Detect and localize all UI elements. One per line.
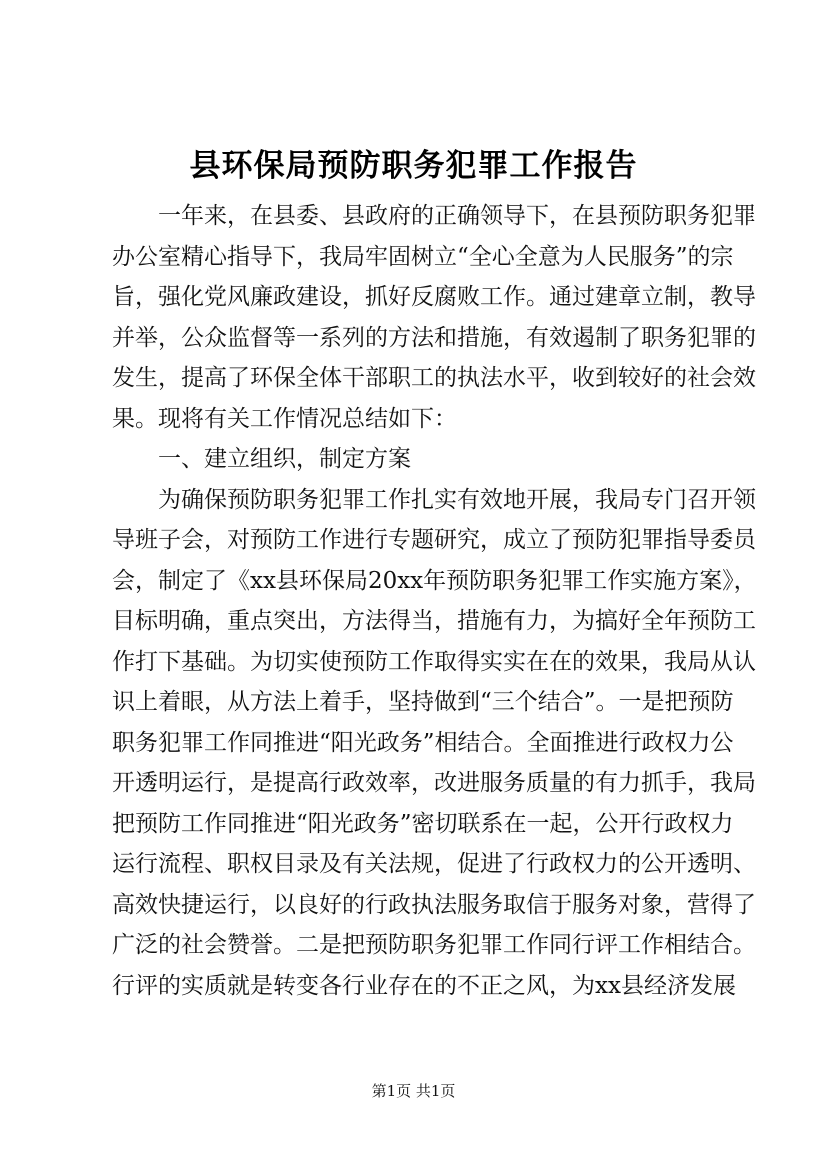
text-line: 广泛的社会赞誉。二是把预防职务犯罪工作同行评工作相结合。 [112,932,756,958]
text-line: 识上着眼，从方法上着手，坚持做到“三个结合”。一是把预防 [112,689,734,715]
text-line: 一、建立组织，制定方案 [158,446,411,472]
text-line: 把预防工作同推进“阳光政务”密切联系在一起，公开行政权力 [112,810,734,837]
document-body [112,196,757,1006]
text-line: 一年来，在县委、县政府的正确领导下，在县预防职务犯罪 [158,203,756,229]
text-line: 行评的实质就是转变各行业存在的不正之风，为xx县经济发展 [112,972,736,999]
text-line: 开透明运行，是提高行政效率，改进服务质量的有力抓手，我局 [112,770,756,796]
page-footer: 第1页 共1页 [371,1082,456,1100]
text-line: 发生，提高了环保全体干部职工的执法水平，收到较好的社会效 [112,365,756,391]
text-line: 运行流程、职权目录及有关法规，促进了行政权力的公开透明、 [112,851,756,877]
page-title: 县环保局预防职务犯罪工作报告 [189,148,638,184]
text-line: 作打下基础。为切实使预防工作取得实实在在的效果，我局从认 [112,648,756,675]
text-line: 目标明确，重点突出，方法得当，措施有力，为搞好全年预防工 [112,608,756,634]
text-line: 并举，公众监督等一系列的方法和措施，有效遏制了职务犯罪的 [112,324,756,351]
text-line: 办公室精心指导下，我局牢固树立“全心全意为人民服务”的宗 [112,243,734,270]
text-line: 旨，强化党风廉政建设，抓好反腐败工作。通过建章立制，教导 [112,284,756,310]
text-line: 高效快捷运行，以良好的行政执法服务取信于服务对象，营得了 [112,891,756,918]
text-line: 果。现将有关工作情况总结如下： [112,405,457,432]
text-line: 职务犯罪工作同推进“阳光政务”相结合。全面推进行政权力公 [112,729,734,756]
text-line: 会，制定了《xx县环保局20xx年预防职务犯罪工作实施方案》， [112,567,757,594]
text-line: 导班子会，对预防工作进行专题研究，成立了预防犯罪指导委员 [112,527,756,553]
text-line: 为确保预防职务犯罪工作扎实有效地开展，我局专门召开领 [158,486,756,513]
